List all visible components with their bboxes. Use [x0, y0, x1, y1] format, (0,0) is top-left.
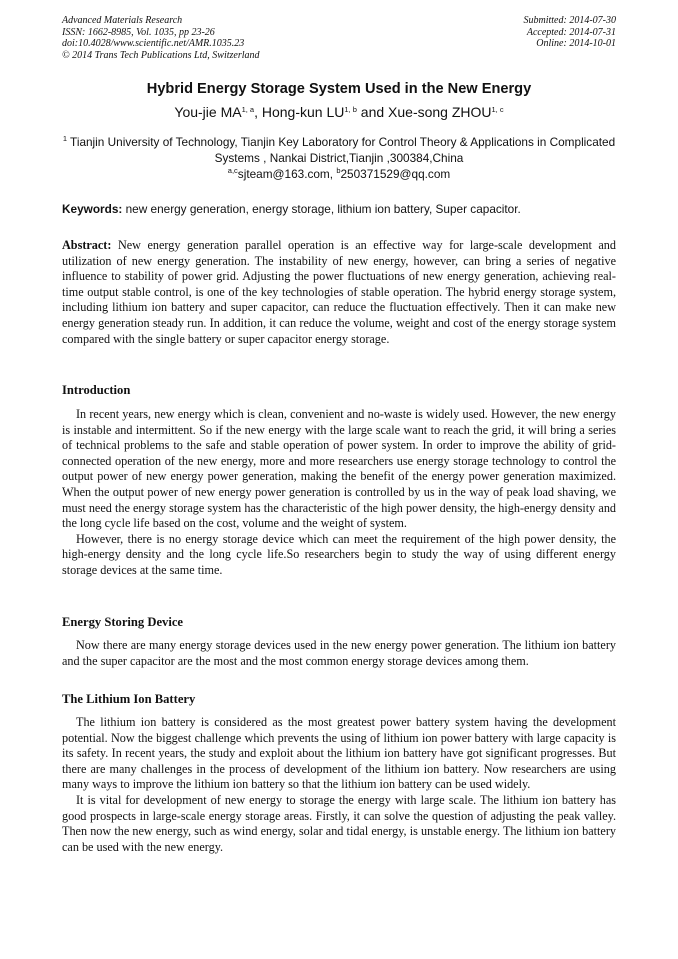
section-heading-introduction: Introduction — [62, 383, 131, 397]
section-introduction — [62, 407, 616, 579]
paragraph: It is vital for development of new energy to storage the energy with large scale. The lithium ion battery has good prospects in large-scale energy storage areas. Firstly, it can solve the question of adjusting the peak valley. Then now the new energy, such as wind energy, solar and tidal energy, is unstable energy. The lithium ion battery can be used with the new energy. — [62, 792, 616, 854]
email-mark: a,c — [227, 166, 238, 175]
affiliation — [62, 131, 616, 166]
paper-title: Hybrid Energy Storage System Used in the New Energy — [146, 81, 532, 97]
author-affil-mark: 1, a — [241, 105, 255, 114]
affiliation-mark: 1 — [62, 134, 67, 143]
submitted-date: Submitted: 2014-07-30 — [523, 15, 616, 26]
affiliation-text: Tianjin University of Technology, Tianjin Key Laboratory for Control Theory & Applications in Complicated Systems , Nankai District,Tianjin ,300384,China — [66, 135, 616, 165]
journal-name: Advanced Materials Research — [62, 15, 183, 26]
author-name: Xue-song ZHOU — [388, 104, 492, 120]
author-separator: , — [254, 104, 262, 120]
abstract-text: New energy generation parallel operation is an effective way for large-scale development and utilization of new energy generation. The instability of new energy, however, can bring a series of negative influence to stability of power grid. Adjusting the power fluctuations of new energy generation, achieving real-time output stable control, is one of the key technologies of stable operation. The hybrid energy storage system, including lithium ion battery and super capacitor, can reduce the fluctuation effectively. Then it can make new energy generation steady run. In addition, it can reduce the volume, weight and cost of the energy storage system compared with the single battery or super capacitor energy storage. — [62, 238, 616, 346]
online-date: Online: 2014-10-01 — [536, 38, 616, 50]
paragraph: However, there is no energy storage device which can meet the requirement of the high power density, the high-energy density and the long cycle life.So researchers begin to study the way of using different energy storage devices at the same time. — [62, 531, 616, 577]
section-heading-lithium: The Lithium Ion Battery — [62, 692, 196, 706]
header-left — [62, 15, 260, 61]
copyright-line: © 2014 Trans Tech Publications Ltd, Switzerland — [62, 49, 260, 61]
email-address: 250371529@qq.com — [340, 167, 451, 181]
author-name: You-jie MA — [174, 104, 242, 120]
paragraph: In recent years, new energy which is clean, convenient and no-waste is widely used. However, the new energy is instable and intermittent. So if the new energy with the large scale want to reach the grid, it will bring a series of technical problems to the safe and stable operation of power system. In order to improve the ability of grid-connected operation of the new energy, more and more researchers use energy storage technology to control the output power of new energy power generation, making the benefit of the energy power generation maximized. When the output power of new energy power generation is controlled by us in the way of peak load shaving, we must need the energy storage system has the characteristic of the high power density, the high-energy density and the long cycle life based on the cost, volume and the weight of system. — [62, 407, 616, 531]
keywords — [62, 202, 616, 216]
abstract — [62, 238, 616, 347]
author-name: Hong-kun LU — [261, 104, 345, 120]
doi-line: doi:10.4028/www.scientific.net/AMR.1035.23 — [62, 38, 245, 50]
author-affil-mark: 1, b — [344, 105, 357, 114]
author-affil-mark: 1, c — [491, 105, 504, 114]
section-energy-storing — [62, 638, 616, 669]
section-heading-energy-storing: Energy Storing Device — [62, 615, 184, 629]
section-lithium — [62, 715, 616, 855]
paragraph: The lithium ion battery is considered as the most greatest power battery system having the development potential. Now the biggest challenge which prevents the using of lithium ion power battery with large capacity is its safety. In recent years, the study and exploit about the lithium ion battery have got significant progresses. But there are many challenges in the process of development of the lithium ion battery. Now researchers are using many ways to improve the lithium ion battery so that the lithium ion battery can be used widely. — [62, 715, 616, 792]
accepted-date: Accepted: 2014-07-31 — [526, 26, 616, 38]
email-mark: b — [336, 166, 341, 175]
issn-line: ISSN: 1662-8985, Vol. 1035, pp 23-26 — [62, 26, 215, 38]
keywords-text: new energy generation, energy storage, lithium ion battery, Super capacitor. — [122, 202, 521, 216]
author-list — [0, 104, 678, 120]
author-emails — [0, 166, 678, 181]
keywords-label: Keywords: — [62, 202, 123, 216]
author-separator: and — [356, 104, 389, 120]
paragraph: Now there are many energy storage devices used in the new energy power generation. The lithium ion battery and the super capacitor are the most and the most common energy storage devices among them. — [62, 638, 616, 668]
header-right — [524, 15, 617, 50]
email-address: sjteam@163.com, — [237, 167, 337, 181]
abstract-label: Abstract: — [62, 238, 112, 252]
